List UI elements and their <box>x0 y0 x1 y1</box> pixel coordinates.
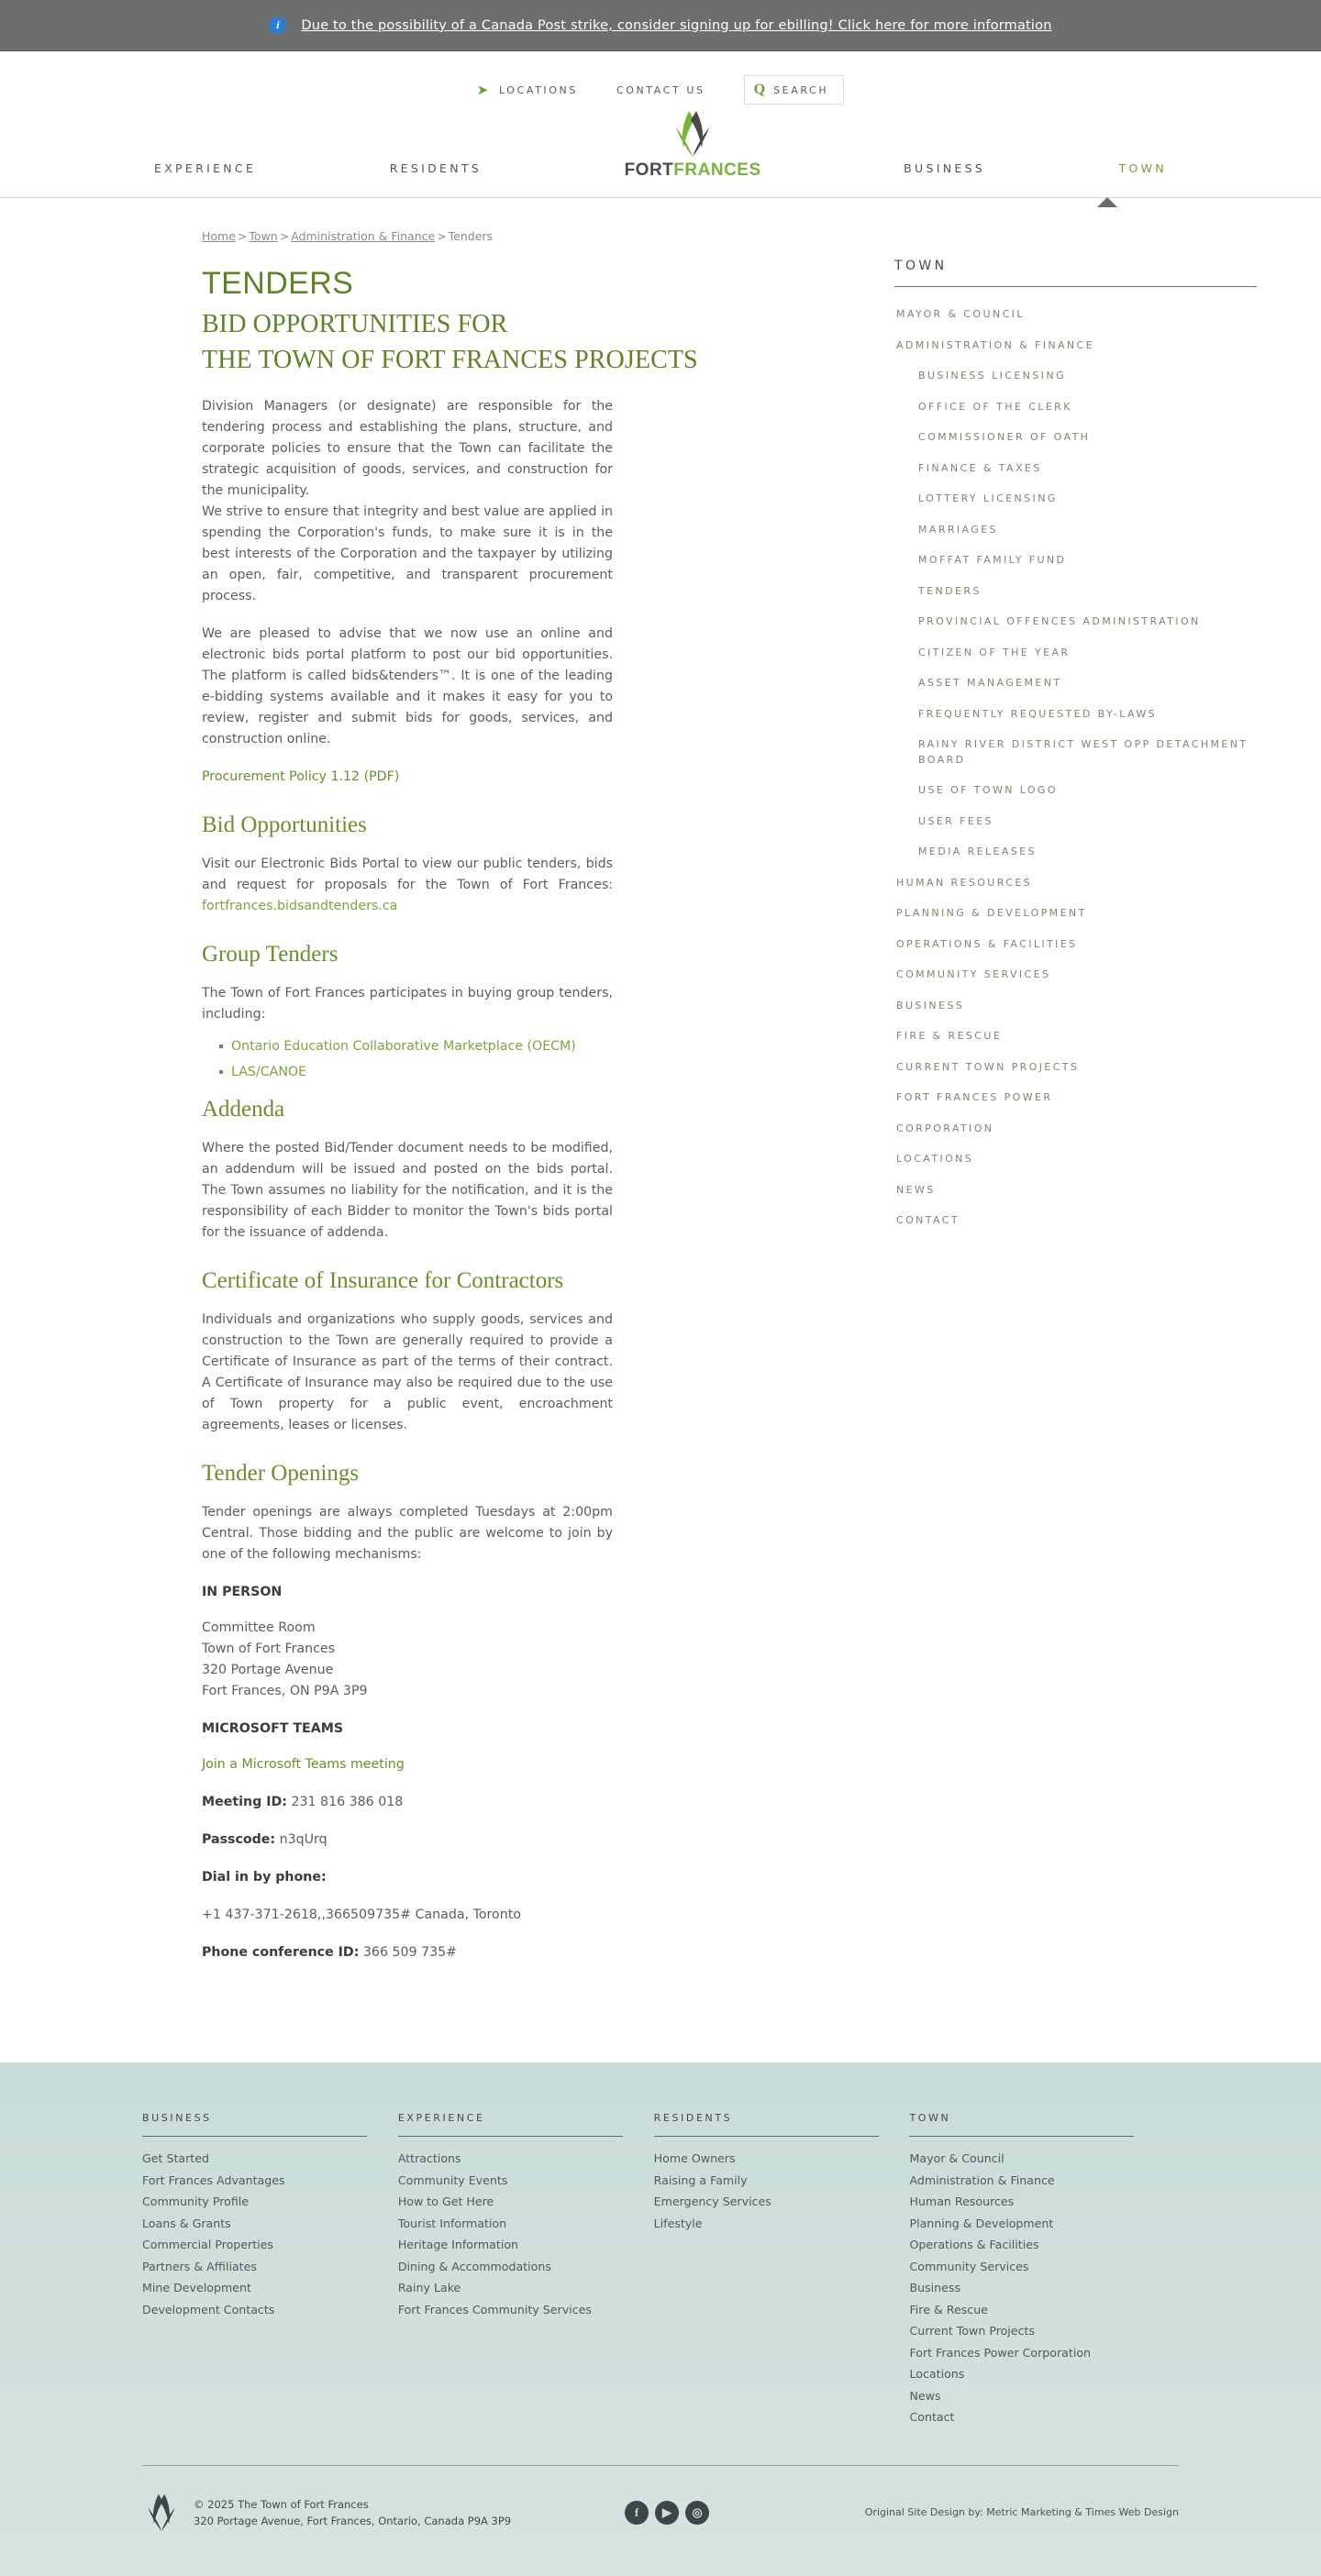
label-in-person: IN PERSON <box>202 1585 283 1600</box>
breadcrumb-town[interactable]: Town <box>249 229 278 243</box>
passcode-row <box>202 1830 789 1851</box>
sidebar-item-asset-management[interactable]: ASSET MANAGEMENT <box>918 677 1062 689</box>
footer-link-heritage-information[interactable]: Heritage Information <box>397 2238 519 2252</box>
footer-link-get-started[interactable]: Get Started <box>142 2151 209 2166</box>
conference-id-value: 366 509 735# <box>362 1945 458 1961</box>
sidebar-item-lottery-licensing[interactable]: LOTTERY LICENSING <box>918 492 1058 504</box>
footer-link-mine-development[interactable]: Mine Development <box>142 2281 251 2295</box>
fort-frances-logo-icon <box>669 109 716 159</box>
address-line-1: Committee Room <box>202 1620 316 1636</box>
list-item-las-canoe[interactable]: LAS/CANOE <box>231 1062 789 1083</box>
footer-heading-experience: EXPERIENCE <box>398 2112 623 2137</box>
sidebar-item-fire-rescue[interactable]: FIRE & RESCUE <box>896 1030 1003 1042</box>
sidebar-item-provincial-offences-administration[interactable]: PROVINCIAL OFFENCES ADMINISTRATION <box>918 615 1201 627</box>
footer-list-town <box>909 2151 1179 2424</box>
footer-link-community-services[interactable]: Community Services <box>909 2259 1029 2273</box>
sidebar-item-corporation[interactable]: CORPORATION <box>896 1122 994 1134</box>
facebook-icon[interactable]: f <box>625 2501 649 2525</box>
footer-link-fire-rescue[interactable]: Fire & Rescue <box>909 2302 988 2316</box>
footer-link-loans-grants[interactable]: Loans & Grants <box>142 2216 231 2230</box>
sidebar-item-rainy-river-district-west-opp-detachment-board[interactable]: RAINY RIVER DISTRICT WEST OPP DETACHMENT BOARD <box>918 738 1249 766</box>
footer-link-tourist-information[interactable]: Tourist Information <box>397 2216 507 2230</box>
breadcrumb-sep-3: > <box>437 229 447 243</box>
dial-in-label: Dial in by phone: <box>202 1870 327 1885</box>
footer-link-home-owners[interactable]: Home Owners <box>653 2151 736 2166</box>
paragraph-tender-openings: Tender openings are always completed Tuesdays at 2:00pm Central. Those bidding and the public are welcome to join by one of the following mechanisms: <box>202 1505 613 1563</box>
sidebar-item-planning-development[interactable]: PLANNING & DEVELOPMENT <box>896 907 1087 919</box>
footer-link-fort-frances-advantages[interactable]: Fort Frances Advantages <box>142 2172 285 2187</box>
footer-columns <box>64 2112 1257 2432</box>
dial-in-number: +1 437-371-2618,,366509735# Canada, Toronto <box>202 1907 521 1923</box>
page-body <box>0 198 1321 2062</box>
address-line-2: Town of Fort Frances <box>202 1642 336 1657</box>
meeting-id-label: Meeting ID: <box>202 1795 287 1810</box>
footer-link-human-resources[interactable]: Human Resources <box>909 2195 1015 2209</box>
passcode-value: n3qUrq <box>279 1832 327 1848</box>
footer-list-experience <box>398 2151 654 2316</box>
dial-in-row <box>202 1867 789 1888</box>
label-microsoft-teams: MICROSOFT TEAMS <box>202 1721 344 1737</box>
copyright-line-2: 320 Portage Avenue, Fort Frances, Ontario, Canada P9A 3P9 <box>194 2514 512 2527</box>
sidebar-item-locations[interactable]: LOCATIONS <box>896 1153 974 1165</box>
sidebar-item-citizen-of-the-year[interactable]: CITIZEN OF THE YEAR <box>918 646 1071 658</box>
heading-group-tenders: Group Tenders <box>202 942 339 967</box>
search-label: SEARCH <box>773 83 829 96</box>
sidebar-item-office-of-the-clerk[interactable]: OFFICE OF THE CLERK <box>918 400 1072 413</box>
locations-label: LOCATIONS <box>498 83 578 96</box>
sidebar-item-current-town-projects[interactable]: CURRENT TOWN PROJECTS <box>896 1060 1080 1073</box>
teams-meeting-link-wrap <box>202 1754 613 1775</box>
footer-heading-town: TOWN <box>909 2112 1134 2137</box>
paragraph-addenda: Where the posted Bid/Tender document needs to be modified, an addendum will be issued and posted on the bids portal. The Town assumes no liability for the notification, and it is the responsibility of each Bidder to monitor the Town's bids portal for the issuance of addenda. <box>202 1141 613 1241</box>
footer-link-attractions[interactable]: Attractions <box>397 2151 461 2166</box>
procurement-policy-link-wrap <box>202 767 613 788</box>
footer-divider <box>142 2465 1179 2466</box>
breadcrumb-home[interactable]: Home <box>202 229 236 243</box>
footer-link-emergency-services[interactable]: Emergency Services <box>653 2195 772 2209</box>
info-icon: i <box>269 17 286 34</box>
sidebar-item-marriages[interactable]: MARRIAGES <box>918 523 998 536</box>
sidebar <box>789 229 1257 1980</box>
footer-social-links <box>625 2501 709 2525</box>
logo-wordmark <box>625 160 761 181</box>
site-logo[interactable] <box>625 109 761 181</box>
footer-link-fort-frances-power-corporation[interactable]: Fort Frances Power Corporation <box>909 2345 1092 2360</box>
logo-word-fort: FORT <box>624 160 674 180</box>
breadcrumb-sep-1: > <box>237 229 248 243</box>
footer-link-commercial-properties[interactable]: Commercial Properties <box>142 2238 273 2252</box>
youtube-icon[interactable]: ▶ <box>655 2501 679 2525</box>
conference-id-label: Phone conference ID: <box>202 1945 360 1961</box>
alert-link[interactable]: Due to the possibility of a Canada Post strike, consider signing up for ebilling! Click here for more information <box>301 17 1052 33</box>
bid-portal-text: Visit our Electronic Bids Portal to view our public tenders, bids and request for proposals for the Town of Fort Frances: <box>202 857 613 893</box>
paragraph-bids-portal: We are pleased to advise that we now use an online and electronic bids portal platform to post our bid opportunities. The platform is called bids&tenders™. It is one of the leading e-bidding systems available and it makes it easy for you to review, register and submit bids for goods, services, and construction online. <box>202 626 613 747</box>
list-item-oecm[interactable]: Ontario Education Collaborative Marketplace (OECM) <box>231 1036 789 1057</box>
sidebar-item-use-of-town-logo[interactable]: USE OF TOWN LOGO <box>918 784 1058 796</box>
footer-link-business[interactable]: Business <box>909 2281 961 2295</box>
sidebar-item-user-fees[interactable]: USER FEES <box>918 814 994 827</box>
footer-link-dining-accommodations[interactable]: Dining & Accommodations <box>397 2259 551 2273</box>
footer-bottom <box>64 2465 1257 2576</box>
footer-link-lifestyle[interactable]: Lifestyle <box>653 2216 703 2230</box>
sidebar-item-commissioner-of-oath[interactable]: COMMISSIONER OF OATH <box>918 431 1091 443</box>
main-navigation <box>0 108 1321 198</box>
footer-link-development-contacts[interactable]: Development Contacts <box>142 2302 275 2316</box>
copyright-line-1: © 2025 The Town of Fort Frances <box>194 2497 369 2511</box>
site-footer <box>0 2062 1321 2576</box>
sidebar-item-frequently-requested-by-laws[interactable]: FREQUENTLY REQUESTED BY-LAWS <box>918 707 1157 720</box>
footer-copyright <box>194 2496 542 2530</box>
contact-us-label: CONTACT US <box>616 83 705 96</box>
footer-link-fort-frances-community-services[interactable]: Fort Frances Community Services <box>397 2302 592 2316</box>
sidebar-item-tenders[interactable]: TENDERS <box>918 584 982 597</box>
footer-link-operations-facilities[interactable]: Operations & Facilities <box>909 2238 1039 2252</box>
footer-list-residents <box>654 2151 910 2230</box>
group-tenders-list <box>202 1036 789 1083</box>
footer-column-residents <box>654 2112 910 2432</box>
sidebar-item-community-services[interactable]: COMMUNITY SERVICES <box>896 968 1051 980</box>
heading-certificate-of-insurance: Certificate of Insurance for Contractors <box>202 1268 564 1294</box>
bids-and-tenders-link[interactable]: fortfrances.bidsandtenders.ca <box>202 899 398 914</box>
sidebar-item-business[interactable]: BUSINESS <box>896 999 965 1012</box>
nav-item-residents[interactable]: RESIDENTS <box>389 161 483 175</box>
nav-item-business[interactable]: BUSINESS <box>904 161 986 175</box>
locations-link[interactable] <box>477 82 578 98</box>
footer-link-raising-a-family[interactable]: Raising a Family <box>653 2172 748 2187</box>
nav-item-town[interactable]: TOWN <box>1118 161 1167 175</box>
footer-logo-icon <box>142 2492 181 2534</box>
utility-bar <box>0 51 1321 108</box>
sidebar-item-business-licensing[interactable]: BUSINESS LICENSING <box>918 370 1066 381</box>
footer-column-business <box>142 2112 398 2432</box>
paragraph-certificate-of-insurance: Individuals and organizations who supply goods, services and construction to the Town are generally required to provide a Certificate of Insurance as part of the terms of their contract. A Certificate of Insurance may also be required due to the use of Town property for a public event, encroachment agreements, leases or licenses. <box>202 1312 613 1433</box>
paragraph-integrity: We strive to ensure that integrity and best value are applied in spending the Corporation's funds, to make sure it is in the best interests of the Corporation and the taxpayer by utilizing an open, fair, competitive, and transparent procurement process. <box>202 504 613 604</box>
in-person-address <box>202 1618 789 1702</box>
sidebar-item-moffat-family-fund[interactable]: MOFFAT FAMILY FUND <box>918 554 1067 566</box>
sidebar-item-media-releases[interactable]: MEDIA RELEASES <box>918 846 1037 857</box>
footer-link-community-events[interactable]: Community Events <box>397 2172 508 2187</box>
conference-id-row <box>202 1942 789 1963</box>
footer-link-administration-finance[interactable]: Administration & Finance <box>909 2172 1055 2187</box>
breadcrumb-current: Tenders <box>448 229 494 243</box>
footer-link-locations[interactable]: Locations <box>909 2367 965 2382</box>
footer-list-business <box>142 2151 398 2316</box>
page-title: TENDERS <box>202 266 354 301</box>
sidebar-item-fort-frances-power[interactable]: FORT FRANCES POWER <box>896 1091 1053 1103</box>
paragraph-division-managers: Division Managers (or designate) are responsible for the tendering process and establishing the plans, structure, and corporate policies to ensure that the Town can facilitate the strategic acquisition of goods, services, and construction for the municipality. <box>202 399 613 499</box>
sidebar-item-human-resources[interactable]: HUMAN RESOURCES <box>896 876 1033 889</box>
footer-heading-business: BUSINESS <box>142 2112 367 2137</box>
paragraph-group-tenders: The Town of Fort Frances participates in buying group tenders, including: <box>202 986 613 1023</box>
footer-link-contact[interactable]: Contact <box>909 2410 955 2425</box>
footer-link-current-town-projects[interactable]: Current Town Projects <box>909 2324 1035 2338</box>
active-nav-caret-icon <box>1097 197 1117 207</box>
search-button[interactable] <box>744 75 845 105</box>
sidebar-item-news[interactable]: NEWS <box>896 1183 936 1196</box>
breadcrumb <box>202 229 789 243</box>
footer-column-town <box>909 2112 1179 2432</box>
procurement-policy-link[interactable]: Procurement Policy 1.12 (PDF) <box>202 769 400 785</box>
footer-link-mayor-council[interactable]: Mayor & Council <box>909 2151 1005 2166</box>
meeting-id-row <box>202 1792 789 1813</box>
footer-link-community-profile[interactable]: Community Profile <box>142 2195 250 2209</box>
search-icon: Q <box>753 82 766 97</box>
breadcrumb-sep-2: > <box>279 229 290 243</box>
sidebar-item-finance-taxes[interactable]: FINANCE & TAXES <box>918 461 1042 474</box>
heading-tender-openings: Tender Openings <box>202 1461 360 1487</box>
heading-bid-opportunities: Bid Opportunities <box>202 813 367 838</box>
nav-item-experience[interactable]: EXPERIENCE <box>154 161 257 175</box>
logo-word-frances: FRANCES <box>673 160 761 180</box>
contact-us-link[interactable] <box>616 84 705 96</box>
sidebar-list <box>894 307 1257 1229</box>
sidebar-item-operations-facilities[interactable]: OPERATIONS & FACILITIES <box>896 937 1078 950</box>
sidebar-item-contact[interactable]: CONTACT <box>896 1214 960 1226</box>
location-pin-icon: ➤ <box>476 82 491 98</box>
sidebar-item-administration-finance[interactable]: ADMINISTRATION & FINANCE <box>896 338 1094 351</box>
breadcrumb-administration-finance[interactable]: Administration & Finance <box>291 229 436 243</box>
passcode-label: Passcode: <box>202 1832 276 1848</box>
main-content <box>64 229 789 1980</box>
page-subtitle-line2: THE TOWN OF FORT FRANCES PROJECTS <box>202 346 698 375</box>
site-header <box>0 51 1321 198</box>
footer-design-credit[interactable]: Original Site Design by: Metric Marketing & Times Web Design <box>864 2506 1179 2519</box>
heading-addenda: Addenda <box>202 1097 285 1122</box>
footer-link-partners-affiliates[interactable]: Partners & Affiliates <box>142 2259 257 2273</box>
footer-heading-residents: RESIDENTS <box>654 2112 879 2137</box>
footer-link-news[interactable]: News <box>909 2388 941 2403</box>
footer-column-experience <box>398 2112 654 2432</box>
footer-link-how-to-get-here[interactable]: How to Get Here <box>397 2195 494 2209</box>
join-teams-meeting-link[interactable]: Join a Microsoft Teams meeting <box>202 1757 405 1773</box>
sidebar-item-mayor-council[interactable]: MAYOR & COUNCIL <box>896 308 1025 320</box>
address-line-3: 320 Portage Avenue <box>202 1663 334 1678</box>
page-subtitle-line1: BID OPPORTUNITIES FOR <box>202 310 508 339</box>
sidebar-heading: TOWN <box>894 259 1257 287</box>
instagram-icon[interactable]: ◎ <box>685 2501 709 2525</box>
paragraph-bid-portal <box>202 854 613 917</box>
footer-link-rainy-lake[interactable]: Rainy Lake <box>397 2281 461 2295</box>
address-line-4: Fort Frances, ON P9A 3P9 <box>202 1684 368 1699</box>
alert-banner <box>0 0 1321 51</box>
footer-link-planning-development[interactable]: Planning & Development <box>909 2216 1054 2230</box>
meeting-id-value: 231 816 386 018 <box>291 1795 404 1810</box>
